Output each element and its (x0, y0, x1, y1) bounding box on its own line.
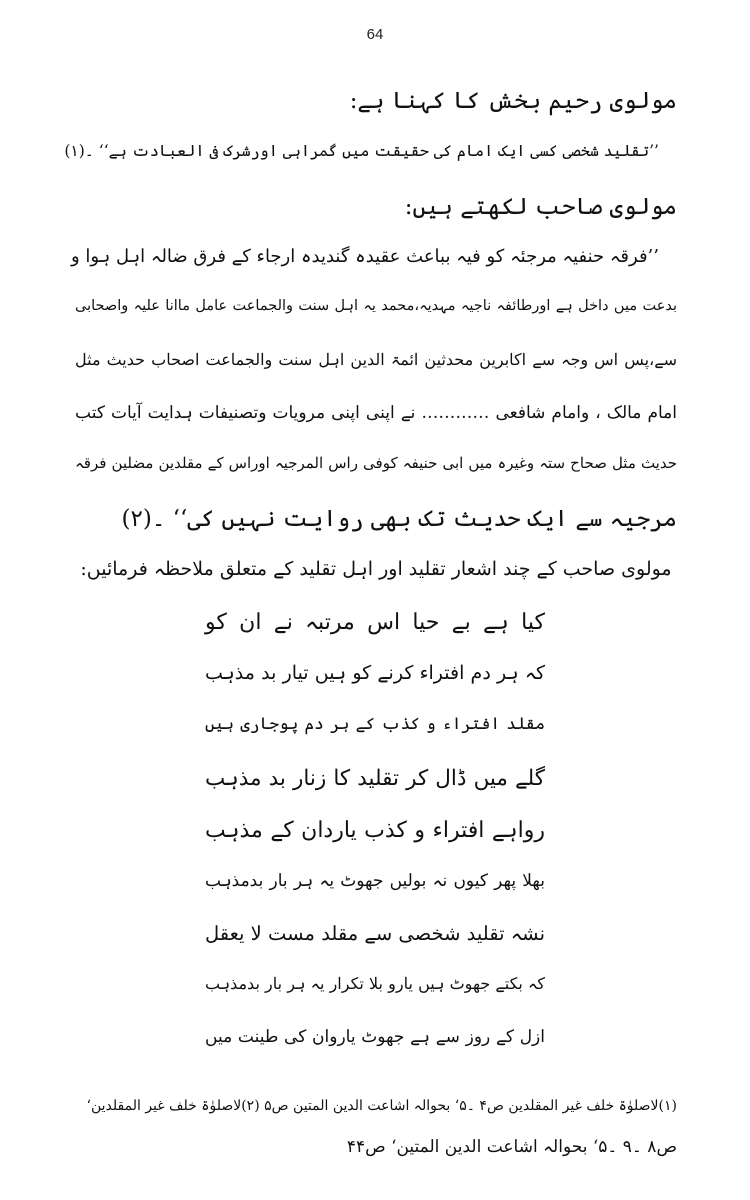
footnotes (71, 0, 677, 1180)
intro-line-3: مولوی صاحب کے چند اشعار تقلید اور اہل تقلید کے متعلق ملاحظہ فرمائیں: (80, 558, 672, 580)
quote-2-line: بدعت میں داخل ہے اورطائفہ ناجیہ مہدیہ،محمد یہ اہل سنت والجماعت عامل ماانا علیہ واصحابی (75, 298, 677, 314)
quote-2-line: ’’فرقہ حنفیہ مرجئہ کو فیہ بباعث عقیدہ گندیدہ ارجاء کے فرق ضالہ اہل ہوا و (71, 246, 659, 267)
poem-verse: کہ بکتے جھوٹ ہیں یارو بلا تکرار یہ ہر بار بدمذہب (205, 974, 545, 993)
intro-line-1: مولوی رحیم بخش کا کہنا ہے: (349, 88, 677, 114)
page-number: 64 (366, 26, 384, 43)
quote-2-line: حدیث مثل صحاح ستہ وغیرہ میں ابی حنیفہ کوفی راس المرجیہ اوراس کے مقلدین مضلین فرقہ (75, 454, 677, 472)
quote-2-line: سے،پس اس وجہ سے اکابرین محدثین ائمۃ الدین اہل سنت والجماعت اصحاب حدیث مثل (75, 350, 677, 369)
quote-1: ’’تقلید شخصی کسی ایک امام کی حقیقت میں گمراہی اورشرک فی العبادت ہے‘‘ ۔(۱) (64, 142, 659, 160)
poem-verse: کہ ہر دم افتراء کرنے کو ہیں تیار بد مذہب (205, 662, 545, 684)
footnote-line: (۱)لاصلوٰۃ خلف غیر المقلدین ص۴ ۔۵‘ بحوالہ اشاعت الدین المتین ص۵ (۲)لاصلوٰۃ خلف غیر المقلدین‘ (86, 1098, 677, 1114)
poem-verse: رواہے افتراء و کذب یاردان کے مذہب (205, 818, 545, 843)
footnote-line: ص۸ ۔۹ ۔۵‘ بحوالہ اشاعت الدین المتین‘ ص۴۴ (346, 1137, 677, 1157)
poem-verse: مقلد افتراء و کذب کے ہر دم پوجاری ہیں (205, 714, 545, 733)
poem-verse: ازل کے روز سے ہے جھوٹ یاروان کی طینت میں (205, 1027, 545, 1047)
poem-verse: نشہ تقلید شخصی سے مقلد مست لا یعقل (205, 922, 545, 945)
quote-2-line: مرجیہ سے ایک حدیث تک بھی روایت نہیں کی‘‘ ۔(۲) (121, 506, 677, 532)
intro-line-2: مولوی صاحب لکھتے ہیں: (404, 194, 677, 220)
quote-2-line: امام مالک ، وامام شافعی ………… نے اپنی اپنی مرویات وتصنیفات ہدایت آیات کتب (75, 403, 677, 423)
poem-verse: گلے میں ڈال کر تقلید کا زنار بد مذہب (205, 766, 545, 791)
poem-verse: کیا ہے بے حیا اس مرتبہ نے ان کو (205, 610, 545, 635)
poem-verse: بھلا پھر کیوں نہ بولیں جھوٹ یہ ہر بار بدمذہب (205, 871, 545, 891)
